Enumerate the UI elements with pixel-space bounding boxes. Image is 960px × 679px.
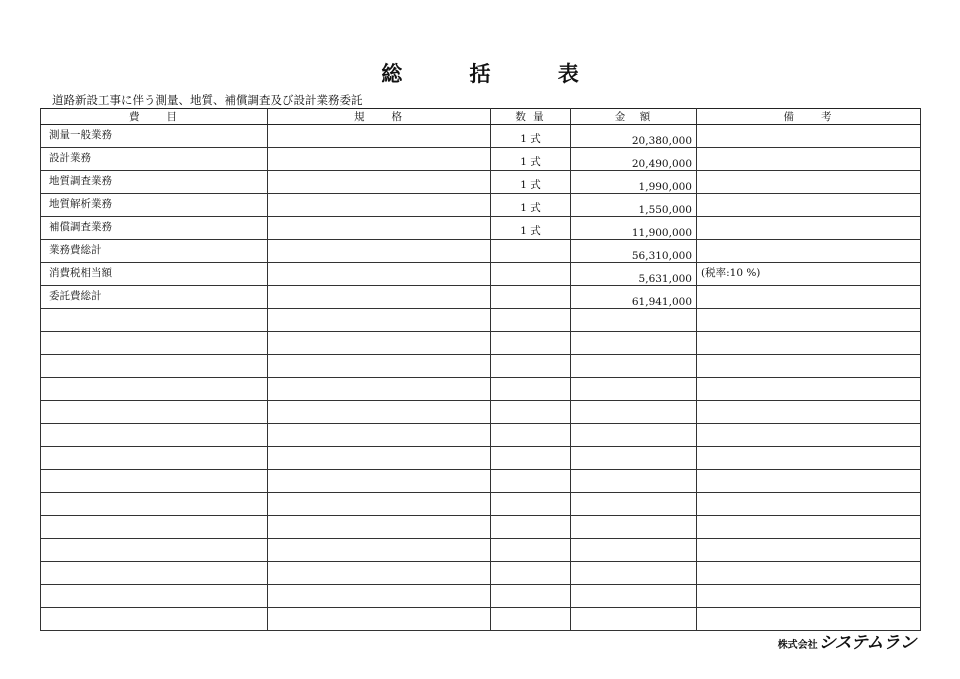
spec-cell <box>268 401 491 424</box>
note-cell <box>697 378 921 401</box>
item-cell-text: 測量一般業務 <box>49 129 112 141</box>
amount-cell <box>571 171 697 194</box>
item-cell <box>41 562 268 585</box>
item-cell <box>41 125 268 148</box>
item-cell <box>41 309 268 332</box>
table-row <box>41 332 921 355</box>
spec-cell <box>268 562 491 585</box>
table-row <box>41 562 921 585</box>
amount-cell <box>571 424 697 447</box>
item-cell-text: 消費税相当額 <box>49 267 112 279</box>
amount-cell <box>571 539 697 562</box>
project-subtitle: 道路新設工事に伴う測量、地質、補償調査及び設計業務委託 <box>52 93 363 107</box>
table-row <box>41 171 921 194</box>
qty-cell-text: 1 式 <box>520 156 541 168</box>
table-header-row <box>41 109 921 125</box>
table-row <box>41 447 921 470</box>
amount-cell <box>571 470 697 493</box>
amount-cell <box>571 562 697 585</box>
amount-cell <box>571 493 697 516</box>
table-row <box>41 585 921 608</box>
qty-cell <box>491 585 571 608</box>
document-title: 総 括 表 <box>381 61 609 86</box>
item-cell-text: 地質調査業務 <box>49 175 112 187</box>
table-row <box>41 286 921 309</box>
table-row <box>41 309 921 332</box>
table-row <box>41 401 921 424</box>
item-cell <box>41 424 268 447</box>
table-row <box>41 125 921 148</box>
amount-cell <box>571 240 697 263</box>
header-note: 備 考 <box>697 109 921 125</box>
spec-cell <box>268 332 491 355</box>
spec-cell <box>268 447 491 470</box>
note-cell <box>697 194 921 217</box>
qty-cell <box>491 516 571 539</box>
note-cell <box>697 171 921 194</box>
amount-cell <box>571 585 697 608</box>
header-item: 費 目 <box>41 109 268 125</box>
table-row <box>41 516 921 539</box>
amount-cell <box>571 516 697 539</box>
header-qty: 数 量 <box>491 109 571 125</box>
qty-cell-text: 1 式 <box>520 133 541 145</box>
table-row <box>41 263 921 286</box>
qty-cell <box>491 171 571 194</box>
item-cell <box>41 378 268 401</box>
item-cell <box>41 286 268 309</box>
item-cell <box>41 217 268 240</box>
spec-cell <box>268 585 491 608</box>
note-cell <box>697 516 921 539</box>
amount-cell-text: 20,490,000 <box>631 158 692 170</box>
spec-cell <box>268 309 491 332</box>
header-spec: 規 格 <box>268 109 491 125</box>
qty-cell <box>491 401 571 424</box>
amount-cell <box>571 608 697 631</box>
note-cell <box>697 562 921 585</box>
amount-cell <box>571 148 697 171</box>
note-cell <box>697 263 921 286</box>
note-cell <box>697 240 921 263</box>
amount-cell <box>571 194 697 217</box>
qty-cell <box>491 332 571 355</box>
spec-cell <box>268 240 491 263</box>
note-cell <box>697 470 921 493</box>
qty-cell <box>491 355 571 378</box>
spec-cell <box>268 286 491 309</box>
table-row <box>41 194 921 217</box>
amount-cell-text: 1,550,000 <box>638 204 692 216</box>
item-cell <box>41 355 268 378</box>
note-cell <box>697 125 921 148</box>
note-cell-text: (税率:10 %) <box>701 267 761 279</box>
spec-cell <box>268 125 491 148</box>
item-cell <box>41 332 268 355</box>
amount-cell <box>571 286 697 309</box>
note-cell <box>697 585 921 608</box>
note-cell <box>697 309 921 332</box>
note-cell <box>697 447 921 470</box>
item-cell <box>41 194 268 217</box>
note-cell <box>697 217 921 240</box>
qty-cell <box>491 562 571 585</box>
qty-cell <box>491 309 571 332</box>
spec-cell <box>268 470 491 493</box>
company-prefix: 株式会社 <box>777 640 818 651</box>
spec-cell <box>268 171 491 194</box>
spec-cell <box>268 194 491 217</box>
item-cell <box>41 493 268 516</box>
amount-cell-text: 61,941,000 <box>631 296 692 308</box>
amount-cell <box>571 355 697 378</box>
note-cell <box>697 286 921 309</box>
summary-table <box>40 108 921 631</box>
amount-cell <box>571 309 697 332</box>
amount-cell <box>571 378 697 401</box>
item-cell <box>41 470 268 493</box>
qty-cell <box>491 263 571 286</box>
amount-cell <box>571 332 697 355</box>
header-amount: 金 額 <box>571 109 697 125</box>
amount-cell-text: 20,380,000 <box>631 135 692 147</box>
amount-cell-text: 1,990,000 <box>638 181 692 193</box>
item-cell <box>41 240 268 263</box>
item-cell <box>41 401 268 424</box>
qty-cell <box>491 240 571 263</box>
amount-cell <box>571 447 697 470</box>
qty-cell <box>491 447 571 470</box>
note-cell <box>697 355 921 378</box>
qty-cell <box>491 424 571 447</box>
amount-cell-text: 5,631,000 <box>638 273 692 285</box>
item-cell <box>41 585 268 608</box>
spec-cell <box>268 516 491 539</box>
spec-cell <box>268 263 491 286</box>
note-cell <box>697 424 921 447</box>
item-cell <box>41 608 268 631</box>
spec-cell <box>268 148 491 171</box>
table-body <box>41 125 921 631</box>
item-cell <box>41 539 268 562</box>
item-cell-text: 設計業務 <box>49 152 91 164</box>
amount-cell-text: 56,310,000 <box>631 250 692 262</box>
amount-cell <box>571 263 697 286</box>
qty-cell <box>491 608 571 631</box>
spec-cell <box>268 378 491 401</box>
spec-cell <box>268 424 491 447</box>
spec-cell <box>268 493 491 516</box>
item-cell-text: 委託費総計 <box>49 290 102 302</box>
item-cell-text: 地質解析業務 <box>49 198 112 210</box>
amount-cell <box>571 217 697 240</box>
qty-cell-text: 1 式 <box>520 225 541 237</box>
item-cell <box>41 447 268 470</box>
note-cell <box>697 332 921 355</box>
note-cell <box>697 539 921 562</box>
qty-cell-text: 1 式 <box>520 179 541 191</box>
spec-cell <box>268 217 491 240</box>
item-cell <box>41 148 268 171</box>
amount-cell <box>571 401 697 424</box>
table-row <box>41 148 921 171</box>
note-cell <box>697 493 921 516</box>
item-cell <box>41 263 268 286</box>
note-cell <box>697 401 921 424</box>
spec-cell <box>268 539 491 562</box>
item-cell <box>41 516 268 539</box>
table-row <box>41 355 921 378</box>
table-row <box>41 240 921 263</box>
company-name: システムラン <box>818 633 916 653</box>
qty-cell <box>491 125 571 148</box>
table-row <box>41 470 921 493</box>
qty-cell <box>491 539 571 562</box>
table-row <box>41 493 921 516</box>
item-cell <box>41 171 268 194</box>
amount-cell-text: 11,900,000 <box>631 227 692 239</box>
qty-cell <box>491 194 571 217</box>
qty-cell <box>491 148 571 171</box>
company-logo <box>778 628 916 653</box>
qty-cell <box>491 378 571 401</box>
qty-cell <box>491 217 571 240</box>
qty-cell <box>491 493 571 516</box>
table-row <box>41 539 921 562</box>
item-cell-text: 補償調査業務 <box>49 221 112 233</box>
table-row <box>41 424 921 447</box>
note-cell <box>697 148 921 171</box>
spec-cell <box>268 355 491 378</box>
qty-cell-text: 1 式 <box>520 202 541 214</box>
table-row <box>41 217 921 240</box>
amount-cell <box>571 125 697 148</box>
qty-cell <box>491 470 571 493</box>
spec-cell <box>268 608 491 631</box>
item-cell-text: 業務費総計 <box>49 244 102 256</box>
qty-cell <box>491 286 571 309</box>
table-row <box>41 378 921 401</box>
